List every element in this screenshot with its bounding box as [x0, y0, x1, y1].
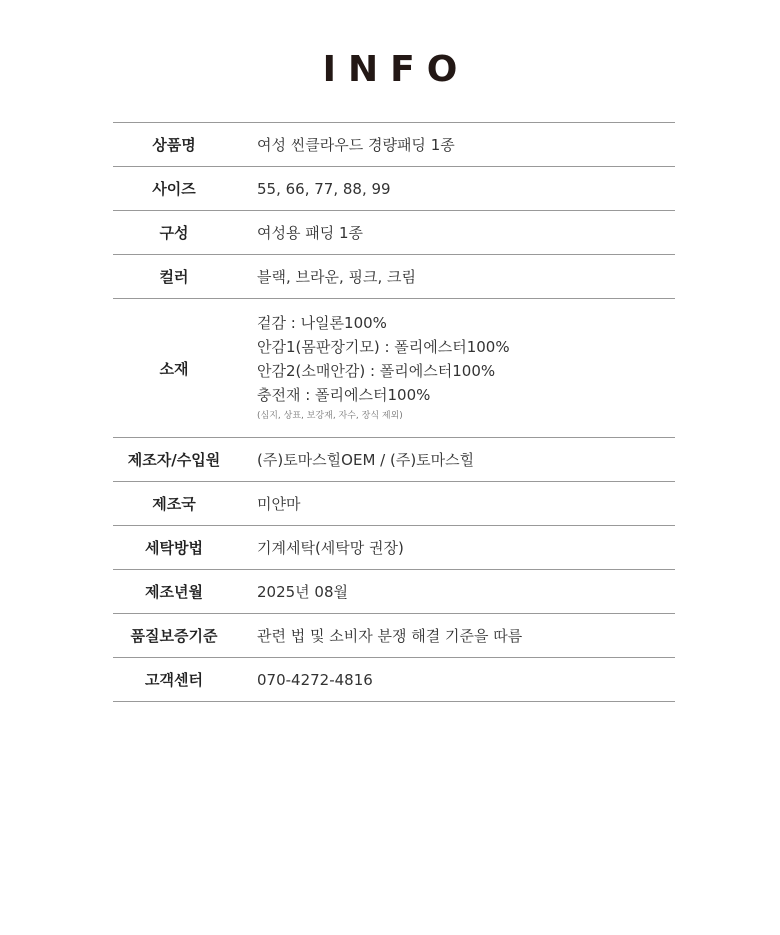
row-label: 사이즈 [152, 180, 196, 198]
row-value [235, 311, 675, 425]
info-table [113, 122, 675, 702]
row-value: (주)토마스힐OEM / (주)토마스힐 [257, 451, 475, 469]
row-value: 기계세탁(세탁망 권장) [257, 539, 404, 557]
row-label: 세탁방법 [145, 539, 203, 557]
row-value: 2025년 08월 [257, 583, 349, 601]
row-customer-center [113, 658, 675, 702]
row-value: 블랙, 브라운, 핑크, 크림 [257, 268, 417, 286]
row-value: 55, 66, 77, 88, 99 [257, 179, 391, 198]
material-line: 겉감 : 나일론100% [257, 314, 387, 332]
row-product-name [113, 123, 675, 167]
row-washing [113, 526, 675, 570]
row-value: 관련 법 및 소비자 분쟁 해결 기준을 따름 [257, 627, 523, 645]
row-label: 상품명 [152, 136, 196, 154]
row-color [113, 255, 675, 299]
row-label: 제조년월 [145, 583, 203, 601]
row-label: 제조자/수입원 [127, 451, 221, 469]
row-label: 구성 [159, 224, 189, 242]
material-note: (심지, 상표, 보강재, 자수, 장식 제외) [257, 411, 403, 421]
row-composition [113, 211, 675, 255]
row-size [113, 167, 675, 211]
row-label: 소재 [159, 359, 189, 378]
row-value: 070-4272-4816 [257, 670, 373, 689]
page-title: INFO [322, 49, 470, 90]
material-line: 안감1(몸판장기모) : 폴리에스터100% [257, 338, 510, 356]
row-quality-guarantee [113, 614, 675, 658]
row-material [113, 299, 675, 438]
material-line: 안감2(소매안감) : 폴리에스터100% [257, 362, 496, 380]
row-label: 고객센터 [145, 671, 203, 689]
row-label: 컬러 [159, 268, 189, 286]
row-country [113, 482, 675, 526]
row-label: 품질보증기준 [130, 627, 218, 645]
row-value: 미얀마 [257, 495, 301, 513]
material-line: 충전재 : 폴리에스터100% [257, 386, 431, 404]
row-value: 여성 씬클라우드 경량패딩 1종 [257, 136, 455, 154]
row-label: 제조국 [152, 495, 196, 513]
row-manufacturer [113, 438, 675, 482]
row-value: 여성용 패딩 1종 [257, 224, 364, 242]
row-manufacture-date [113, 570, 675, 614]
